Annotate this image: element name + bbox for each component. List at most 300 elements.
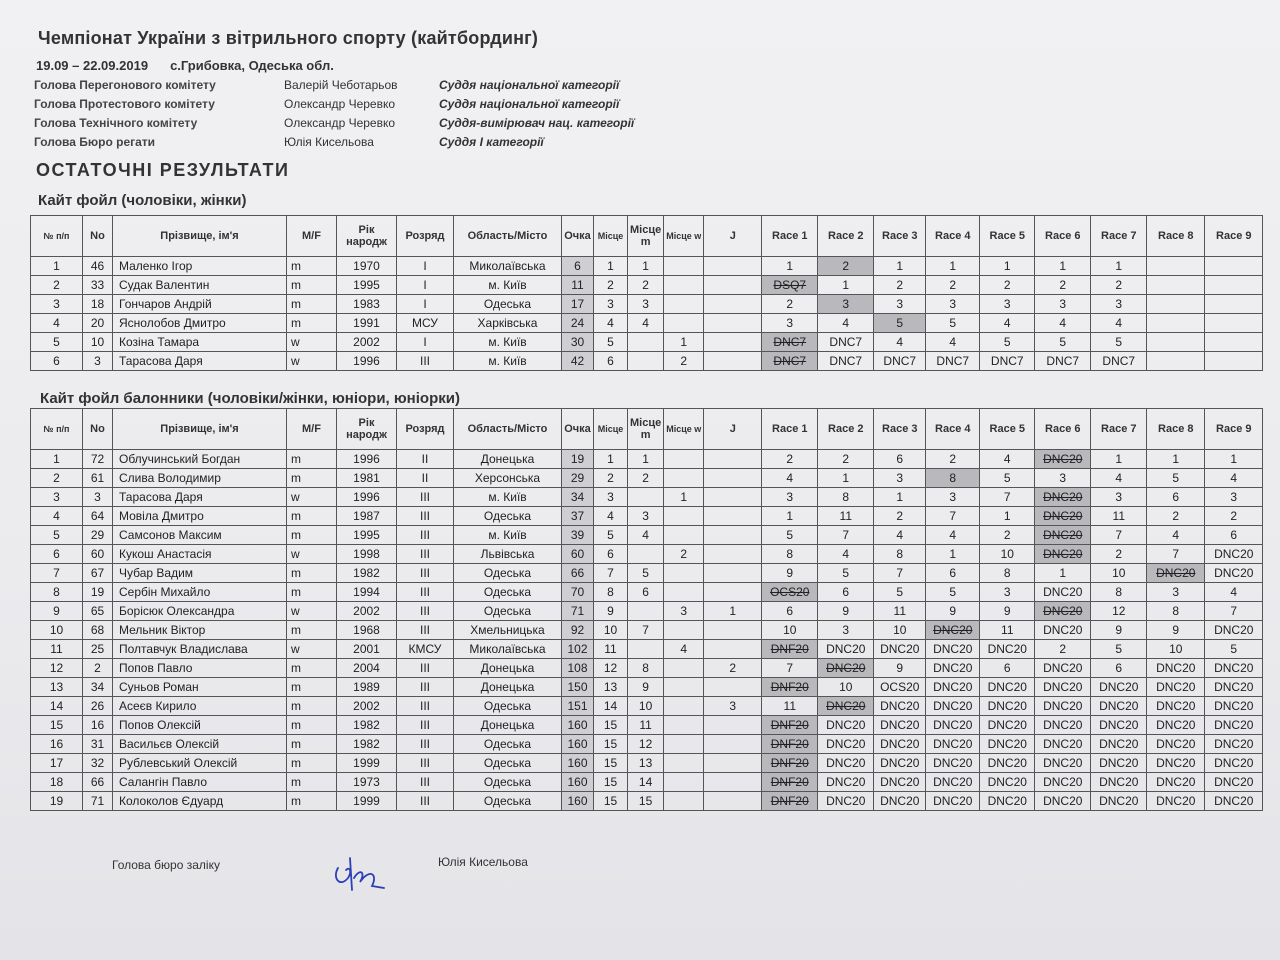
- cell-no: 34: [83, 678, 113, 697]
- cell-place-m: [628, 545, 664, 564]
- cell-race-7: 4: [1091, 469, 1147, 488]
- cell-race-6: 4: [1035, 314, 1091, 333]
- col-header-region: Область/Місто: [454, 216, 562, 257]
- cell-place-w: [664, 792, 704, 811]
- cell-num: 16: [31, 735, 83, 754]
- cell-j: [704, 678, 762, 697]
- cell-year: 1973: [337, 773, 397, 792]
- cell-place-w: [664, 295, 704, 314]
- cell-place-m: [628, 602, 664, 621]
- table-row: [31, 352, 1263, 371]
- cell-race-3: 1: [874, 488, 926, 507]
- col-header-race-4: Race 4: [926, 216, 980, 257]
- cell-place: 9: [594, 602, 628, 621]
- cell-race-3: 4: [874, 333, 926, 352]
- cell-race-2: 9: [818, 602, 874, 621]
- cell-race-7: 5: [1091, 640, 1147, 659]
- cell-place-m: [628, 352, 664, 371]
- cell-race-8: [1147, 352, 1205, 371]
- cell-race-3: DNC20: [874, 754, 926, 773]
- col-header-race-9: Race 9: [1205, 409, 1263, 450]
- cell-name: Попов Олексій: [113, 716, 287, 735]
- cell-no: 18: [83, 295, 113, 314]
- cell-place-m: 7: [628, 621, 664, 640]
- cell-pts: 19: [562, 450, 594, 469]
- col-header-mf: M/F: [287, 409, 337, 450]
- table-row: [31, 257, 1263, 276]
- cell-mf: w: [287, 488, 337, 507]
- cell-race-5: DNC20: [980, 792, 1035, 811]
- cell-pts: 6: [562, 257, 594, 276]
- cell-place: 15: [594, 754, 628, 773]
- col-header-year: Рік народж: [337, 409, 397, 450]
- cell-race-4: DNC7: [926, 352, 980, 371]
- cell-mf: m: [287, 450, 337, 469]
- cell-place-w: 2: [664, 352, 704, 371]
- cell-mf: m: [287, 257, 337, 276]
- cell-no: 20: [83, 314, 113, 333]
- cell-place-w: [664, 526, 704, 545]
- col-header-race-5: Race 5: [980, 409, 1035, 450]
- cell-race-1: DSQ7: [762, 276, 818, 295]
- cell-race-5: DNC20: [980, 716, 1035, 735]
- cell-race-7: 1: [1091, 257, 1147, 276]
- cell-j: [704, 469, 762, 488]
- cell-race-2: 1: [818, 276, 874, 295]
- cell-race-6: 2: [1035, 640, 1091, 659]
- cell-race-6: DNC20: [1035, 697, 1091, 716]
- cell-race-4: 5: [926, 583, 980, 602]
- cell-name: Козіна Тамара: [113, 333, 287, 352]
- cell-name: Судак Валентин: [113, 276, 287, 295]
- cell-region: м. Київ: [454, 333, 562, 352]
- cell-rank: I: [397, 333, 454, 352]
- cell-mf: w: [287, 602, 337, 621]
- cell-race-2: DNC20: [818, 697, 874, 716]
- cell-year: 2002: [337, 697, 397, 716]
- cell-place: 6: [594, 545, 628, 564]
- cell-rank: III: [397, 545, 454, 564]
- official-category: Суддя національної категорії: [439, 97, 620, 111]
- cell-region: м. Київ: [454, 352, 562, 371]
- cell-no: 26: [83, 697, 113, 716]
- cell-place: 15: [594, 773, 628, 792]
- cell-place-m: 12: [628, 735, 664, 754]
- cell-place: 1: [594, 257, 628, 276]
- col-header-race-4: Race 4: [926, 409, 980, 450]
- cell-rank: II: [397, 450, 454, 469]
- col-header-no: No: [83, 216, 113, 257]
- cell-rank: III: [397, 773, 454, 792]
- cell-race-4: DNC20: [926, 735, 980, 754]
- cell-place-w: [664, 659, 704, 678]
- cell-race-8: [1147, 314, 1205, 333]
- cell-race-5: 9: [980, 602, 1035, 621]
- cell-mf: m: [287, 659, 337, 678]
- cell-num: 3: [31, 295, 83, 314]
- cell-race-5: 1: [980, 507, 1035, 526]
- cell-race-6: DNC20: [1035, 545, 1091, 564]
- cell-race-8: DNC20: [1147, 773, 1205, 792]
- cell-mf: m: [287, 295, 337, 314]
- cell-race-3: 3: [874, 469, 926, 488]
- cell-race-1: 9: [762, 564, 818, 583]
- cell-year: 1996: [337, 352, 397, 371]
- cell-place: 10: [594, 621, 628, 640]
- cell-race-7: 10: [1091, 564, 1147, 583]
- cell-race-1: DNF20: [762, 640, 818, 659]
- cell-place: 8: [594, 583, 628, 602]
- cell-race-2: 10: [818, 678, 874, 697]
- cell-race-7: 6: [1091, 659, 1147, 678]
- cell-race-3: DNC7: [874, 352, 926, 371]
- cell-race-7: 7: [1091, 526, 1147, 545]
- cell-j: [704, 735, 762, 754]
- table-row: [31, 564, 1263, 583]
- table-row: [31, 583, 1263, 602]
- cell-race-8: 9: [1147, 621, 1205, 640]
- cell-race-1: 6: [762, 602, 818, 621]
- cell-race-1: 3: [762, 314, 818, 333]
- cell-race-8: DNC20: [1147, 678, 1205, 697]
- cell-num: 5: [31, 333, 83, 352]
- table-row: [31, 295, 1263, 314]
- cell-region: Одеська: [454, 697, 562, 716]
- cell-year: 2001: [337, 640, 397, 659]
- cell-j: [704, 545, 762, 564]
- col-header-place-m: Місце m: [628, 216, 664, 257]
- col-header-place-w: Місце w: [664, 216, 704, 257]
- cell-year: 1987: [337, 507, 397, 526]
- cell-name: Тарасова Даря: [113, 488, 287, 507]
- cell-num: 7: [31, 564, 83, 583]
- cell-year: 1982: [337, 564, 397, 583]
- col-header-race-1: Race 1: [762, 409, 818, 450]
- cell-place-m: [628, 333, 664, 352]
- cell-race-9: DNC20: [1205, 773, 1263, 792]
- cell-mf: m: [287, 314, 337, 333]
- cell-place-w: [664, 735, 704, 754]
- cell-pts: 160: [562, 754, 594, 773]
- cell-pts: 160: [562, 773, 594, 792]
- cell-place: 15: [594, 792, 628, 811]
- cell-j: [704, 773, 762, 792]
- col-header-num: № п/п: [31, 216, 83, 257]
- cell-j: [704, 352, 762, 371]
- cell-place-m: 10: [628, 697, 664, 716]
- cell-year: 1968: [337, 621, 397, 640]
- col-header-num: № п/п: [31, 409, 83, 450]
- cell-race-5: 11: [980, 621, 1035, 640]
- cell-race-8: [1147, 257, 1205, 276]
- cell-place-w: [664, 507, 704, 526]
- cell-region: Львівська: [454, 545, 562, 564]
- cell-rank: III: [397, 583, 454, 602]
- cell-j: [704, 314, 762, 333]
- cell-race-5: 1: [980, 257, 1035, 276]
- cell-mf: m: [287, 697, 337, 716]
- col-header-race-8: Race 8: [1147, 216, 1205, 257]
- table-row: [31, 735, 1263, 754]
- cell-race-2: 3: [818, 295, 874, 314]
- table-row: [31, 621, 1263, 640]
- cell-race-4: DNC20: [926, 678, 980, 697]
- cell-no: 33: [83, 276, 113, 295]
- cell-race-6: DNC20: [1035, 621, 1091, 640]
- cell-race-2: DNC20: [818, 659, 874, 678]
- cell-place-w: 1: [664, 333, 704, 352]
- results-table-kite-foil-balloon: [30, 408, 1263, 811]
- cell-race-5: 2: [980, 526, 1035, 545]
- cell-pts: 29: [562, 469, 594, 488]
- cell-year: 1998: [337, 545, 397, 564]
- cell-race-1: DNC7: [762, 352, 818, 371]
- table-row: [31, 602, 1263, 621]
- cell-race-8: 6: [1147, 488, 1205, 507]
- cell-no: 66: [83, 773, 113, 792]
- cell-num: 19: [31, 792, 83, 811]
- cell-no: 67: [83, 564, 113, 583]
- cell-pts: 42: [562, 352, 594, 371]
- cell-race-3: 10: [874, 621, 926, 640]
- cell-race-9: 4: [1205, 583, 1263, 602]
- cell-place-w: [664, 678, 704, 697]
- table-row: [31, 333, 1263, 352]
- cell-race-4: 3: [926, 488, 980, 507]
- cell-race-8: [1147, 333, 1205, 352]
- cell-name: Гончаров Андрій: [113, 295, 287, 314]
- cell-race-5: 5: [980, 333, 1035, 352]
- cell-race-7: 11: [1091, 507, 1147, 526]
- cell-no: 46: [83, 257, 113, 276]
- cell-race-7: DNC20: [1091, 792, 1147, 811]
- cell-race-3: 8: [874, 545, 926, 564]
- cell-race-9: 2: [1205, 507, 1263, 526]
- cell-race-1: DNF20: [762, 773, 818, 792]
- cell-race-2: 8: [818, 488, 874, 507]
- cell-race-6: 3: [1035, 469, 1091, 488]
- cell-place: 4: [594, 314, 628, 333]
- cell-name: Васильєв Олексій: [113, 735, 287, 754]
- official-name: Олександр Черевко: [284, 97, 396, 111]
- cell-race-3: 9: [874, 659, 926, 678]
- cell-race-2: DNC20: [818, 735, 874, 754]
- cell-year: 1996: [337, 488, 397, 507]
- cell-place: 14: [594, 697, 628, 716]
- cell-place: 1: [594, 450, 628, 469]
- signature-name: Юлія Кисельова: [438, 855, 528, 869]
- cell-no: 60: [83, 545, 113, 564]
- cell-year: 1981: [337, 469, 397, 488]
- final-results-heading: ОСТАТОЧНІ РЕЗУЛЬТАТИ: [36, 160, 290, 180]
- cell-rank: III: [397, 621, 454, 640]
- cell-pts: 71: [562, 602, 594, 621]
- cell-race-7: 2: [1091, 276, 1147, 295]
- cell-race-9: DNC20: [1205, 659, 1263, 678]
- cell-race-5: 8: [980, 564, 1035, 583]
- table-row: [31, 314, 1263, 333]
- official-category: Суддя І категорії: [439, 135, 544, 149]
- cell-race-2: 4: [818, 314, 874, 333]
- table-row: [31, 697, 1263, 716]
- col-header-name: Прізвище, ім'я: [113, 409, 287, 450]
- cell-j: [704, 640, 762, 659]
- col-header-place-w: Місце w: [664, 409, 704, 450]
- cell-race-8: 2: [1147, 507, 1205, 526]
- col-header-race-6: Race 6: [1035, 216, 1091, 257]
- cell-race-1: DNF20: [762, 678, 818, 697]
- col-header-race-3: Race 3: [874, 216, 926, 257]
- cell-no: 25: [83, 640, 113, 659]
- cell-place-m: 2: [628, 469, 664, 488]
- cell-place-w: [664, 583, 704, 602]
- cell-region: Одеська: [454, 583, 562, 602]
- cell-mf: w: [287, 352, 337, 371]
- cell-race-9: DNC20: [1205, 697, 1263, 716]
- cell-race-7: DNC20: [1091, 735, 1147, 754]
- cell-mf: w: [287, 640, 337, 659]
- cell-pts: 108: [562, 659, 594, 678]
- table-row: [31, 545, 1263, 564]
- cell-race-4: 1: [926, 545, 980, 564]
- cell-race-2: 7: [818, 526, 874, 545]
- cell-race-9: DNC20: [1205, 621, 1263, 640]
- cell-race-6: DNC20: [1035, 450, 1091, 469]
- cell-year: 2002: [337, 602, 397, 621]
- cell-pts: 160: [562, 792, 594, 811]
- cell-pts: 160: [562, 735, 594, 754]
- cell-name: Маленко Ігор: [113, 257, 287, 276]
- cell-race-3: OCS20: [874, 678, 926, 697]
- cell-place-m: [628, 488, 664, 507]
- cell-race-6: DNC7: [1035, 352, 1091, 371]
- cell-mf: m: [287, 276, 337, 295]
- cell-rank: III: [397, 716, 454, 735]
- cell-place: 12: [594, 659, 628, 678]
- cell-race-1: 8: [762, 545, 818, 564]
- cell-race-2: DNC20: [818, 773, 874, 792]
- cell-race-4: 9: [926, 602, 980, 621]
- cell-race-6: DNC20: [1035, 488, 1091, 507]
- cell-year: 1995: [337, 526, 397, 545]
- cell-j: [704, 295, 762, 314]
- cell-race-9: [1205, 276, 1263, 295]
- cell-race-8: DNC20: [1147, 659, 1205, 678]
- cell-place: 7: [594, 564, 628, 583]
- cell-race-4: 4: [926, 526, 980, 545]
- cell-place-m: 15: [628, 792, 664, 811]
- cell-num: 1: [31, 450, 83, 469]
- cell-rank: МСУ: [397, 314, 454, 333]
- cell-race-7: 9: [1091, 621, 1147, 640]
- table-row: [31, 526, 1263, 545]
- cell-race-4: 2: [926, 276, 980, 295]
- cell-race-5: DNC20: [980, 697, 1035, 716]
- cell-race-3: DNC20: [874, 697, 926, 716]
- cell-race-9: [1205, 257, 1263, 276]
- cell-no: 32: [83, 754, 113, 773]
- cell-region: Донецька: [454, 659, 562, 678]
- cell-region: Одеська: [454, 773, 562, 792]
- cell-race-4: 2: [926, 450, 980, 469]
- cell-name: Кукош Анастасія: [113, 545, 287, 564]
- cell-place-w: 3: [664, 602, 704, 621]
- cell-race-4: DNC20: [926, 792, 980, 811]
- col-header-race-2: Race 2: [818, 216, 874, 257]
- cell-race-3: 7: [874, 564, 926, 583]
- cell-place-w: 1: [664, 488, 704, 507]
- cell-rank: I: [397, 276, 454, 295]
- official-name: Юлія Кисельова: [284, 135, 374, 149]
- cell-race-8: DNC20: [1147, 792, 1205, 811]
- cell-region: Хмельницька: [454, 621, 562, 640]
- cell-race-4: DNC20: [926, 773, 980, 792]
- handwritten-signature: [330, 828, 390, 898]
- col-header-rank: Розряд: [397, 216, 454, 257]
- cell-rank: III: [397, 678, 454, 697]
- cell-rank: III: [397, 507, 454, 526]
- cell-region: Одеська: [454, 754, 562, 773]
- cell-race-9: 1: [1205, 450, 1263, 469]
- cell-race-8: DNC20: [1147, 735, 1205, 754]
- cell-race-2: DNC20: [818, 792, 874, 811]
- cell-race-2: 3: [818, 621, 874, 640]
- cell-year: 1991: [337, 314, 397, 333]
- cell-race-2: 4: [818, 545, 874, 564]
- cell-race-3: DNC20: [874, 773, 926, 792]
- cell-race-9: DNC20: [1205, 545, 1263, 564]
- table-header-row: [31, 409, 1263, 450]
- cell-j: [704, 333, 762, 352]
- table-row: [31, 659, 1263, 678]
- official-row: [34, 135, 734, 154]
- cell-j: [704, 257, 762, 276]
- cell-rank: КМСУ: [397, 640, 454, 659]
- cell-no: 3: [83, 488, 113, 507]
- cell-race-9: 5: [1205, 640, 1263, 659]
- cell-place: 5: [594, 526, 628, 545]
- cell-rank: III: [397, 352, 454, 371]
- table-row: [31, 488, 1263, 507]
- cell-year: 1999: [337, 754, 397, 773]
- cell-no: 68: [83, 621, 113, 640]
- cell-place-w: [664, 314, 704, 333]
- cell-pts: 37: [562, 507, 594, 526]
- cell-race-2: DNC20: [818, 716, 874, 735]
- cell-race-1: 5: [762, 526, 818, 545]
- cell-place-m: 2: [628, 276, 664, 295]
- cell-rank: III: [397, 754, 454, 773]
- cell-rank: III: [397, 602, 454, 621]
- cell-pts: 39: [562, 526, 594, 545]
- col-header-place: Місце: [594, 409, 628, 450]
- page-title: Чемпіонат України з вітрильного спорту (кайтбординг): [38, 28, 539, 48]
- cell-race-2: DNC20: [818, 640, 874, 659]
- col-header-race-2: Race 2: [818, 409, 874, 450]
- cell-race-8: 10: [1147, 640, 1205, 659]
- cell-race-5: 4: [980, 314, 1035, 333]
- cell-place-m: 13: [628, 754, 664, 773]
- cell-race-6: DNC20: [1035, 583, 1091, 602]
- cell-name: Асеєв Кирило: [113, 697, 287, 716]
- cell-race-1: 4: [762, 469, 818, 488]
- cell-mf: m: [287, 678, 337, 697]
- cell-place-m: 6: [628, 583, 664, 602]
- cell-race-4: 6: [926, 564, 980, 583]
- table2-title: Кайт фойл балонники (чоловіки/жінки, юніори, юніорки): [40, 390, 460, 407]
- cell-race-7: 4: [1091, 314, 1147, 333]
- cell-race-8: DNC20: [1147, 697, 1205, 716]
